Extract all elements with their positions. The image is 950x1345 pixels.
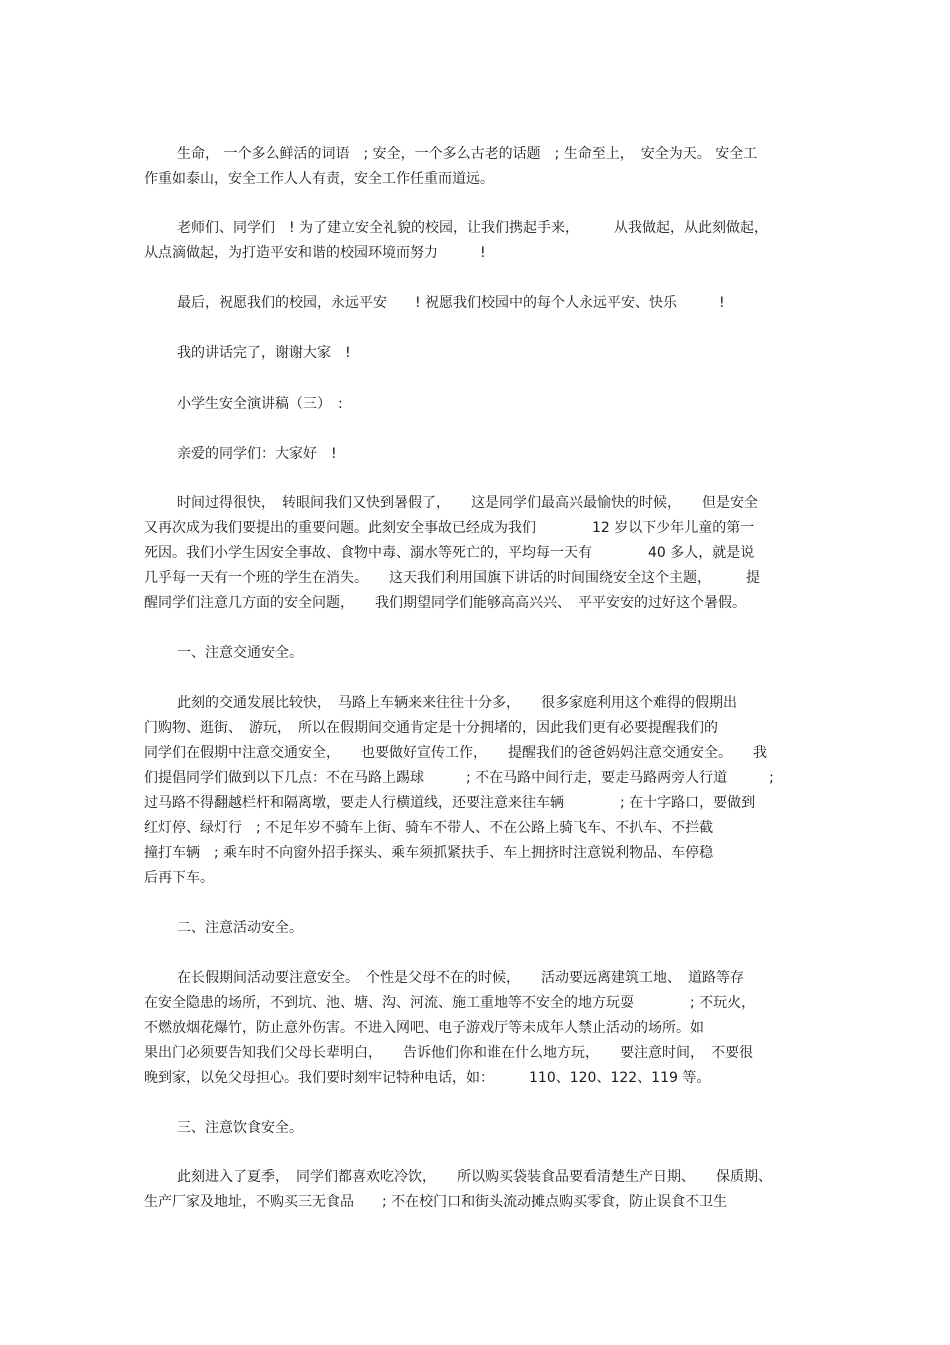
- text-line: 老师们、同学们 ! 为了建立安全礼貌的校园，让我们携起手来， 从我做起，从此刻做起，: [177, 220, 769, 236]
- subsection-heading: 三、注意饮食安全。: [177, 1120, 303, 1136]
- text-line: 不燃放烟花爆竹，防止意外伤害。不进入网吧、电子游戏厅等未成年人禁止活动的场所。如: [144, 1020, 704, 1036]
- text-line: 几乎每一天有一个班的学生在消失。 这天我们利用国旗下讲话的时间围绕安全这个主题， 提: [144, 570, 760, 586]
- text-line: 红灯停、绿灯行 ; 不足年岁不骑车上街、骑车不带人、不在公路上骑飞车、不扒车、不拦截: [144, 820, 714, 836]
- text-line: 晚到家，以免父母担心。我们要时刻牢记特种电话，如： 110、120、122、119 等。: [144, 1070, 711, 1086]
- section-heading: 小学生安全演讲稿（三） :: [177, 396, 343, 412]
- text-line: 我的讲话完了，谢谢大家 !: [177, 345, 351, 361]
- text-line: 在安全隐患的场所，不到坑、池、塘、沟、河流、施工重地等不安全的地方玩耍 ; 不玩火，: [144, 995, 756, 1011]
- text-line: 门购物、逛街、 游玩， 所以在假期间交通肯定是十分拥堵的，因此我们更有必要提醒我们的: [144, 720, 718, 736]
- text-line: 又再次成为我们要提出的重要问题。此刻安全事故已经成为我们 12 岁以下少年儿童的第一: [144, 520, 755, 536]
- text-line: 生命， 一个多么鲜活的词语 ; 安全，一个多么古老的话题 ; 生命至上， 安全为天。 安全工: [177, 146, 758, 162]
- text-line: 过马路不得翻越栏杆和隔离墩，要走人行横道线，还要注意来往车辆 ; 在十字路口，要做到: [144, 795, 756, 811]
- text-line: 果出门必须要告知我们父母长辈明白， 告诉他们你和谁在什么地方玩， 要注意时间， 不要很: [144, 1045, 753, 1061]
- text-line: 撞打车辆 ; 乘车时不向窗外招手探头、乘车须抓紧扶手、车上拥挤时注意锐利物品、车停稳: [144, 845, 714, 861]
- text-line: 最后，祝愿我们的校园，永远平安 ! 祝愿我们校园中的每个人永远平安、快乐 !: [177, 295, 725, 311]
- text-line: 后再下车。: [144, 870, 214, 886]
- text-line: 此刻的交通发展比较快， 马路上车辆来来往往十分多， 很多家庭利用这个难得的假期出: [177, 695, 737, 711]
- text-line: 生产厂家及地址，不购买三无食品 ; 不在校门口和街头流动摊点购买零食，防止误食不卫生: [144, 1194, 728, 1210]
- text-line: 此刻进入了夏季， 同学们都喜欢吃冷饮， 所以购买袋装食品要看清楚生产日期、 保质期、: [177, 1169, 772, 1185]
- greeting: 亲爱的同学们：大家好 !: [177, 446, 337, 462]
- text-line: 们提倡同学们做到以下几点：不在马路上踢球 ; 不在马路中间行走，要走马路两旁人行道 ;: [144, 770, 774, 786]
- text-line: 时间过得很快， 转眼间我们又快到暑假了， 这是同学们最高兴最愉快的时候， 但是安全: [177, 495, 758, 511]
- subsection-heading: 二、注意活动安全。: [177, 920, 303, 936]
- text-line: 同学们在假期中注意交通安全， 也要做好宣传工作， 提醒我们的爸爸妈妈注意交通安全。 我: [144, 745, 767, 761]
- text-line: 死因。我们小学生因安全事故、食物中毒、溺水等死亡的，平均每一天有 40 多人，就是说: [144, 545, 755, 561]
- text-line: 在长假期间活动要注意安全。 个性是父母不在的时候， 活动要远离建筑工地、 道路等存: [177, 970, 744, 986]
- text-line: 从点滴做起，为打造平安和谐的校园环境而努力 !: [144, 245, 486, 261]
- subsection-heading: 一、注意交通安全。: [177, 645, 303, 661]
- text-line: 醒同学们注意几方面的安全问题， 我们期望同学们能够高高兴兴、 平平安安的过好这个暑假。: [144, 595, 746, 611]
- text-line: 作重如泰山，安全工作人人有责，安全工作任重而道远。: [144, 171, 494, 187]
